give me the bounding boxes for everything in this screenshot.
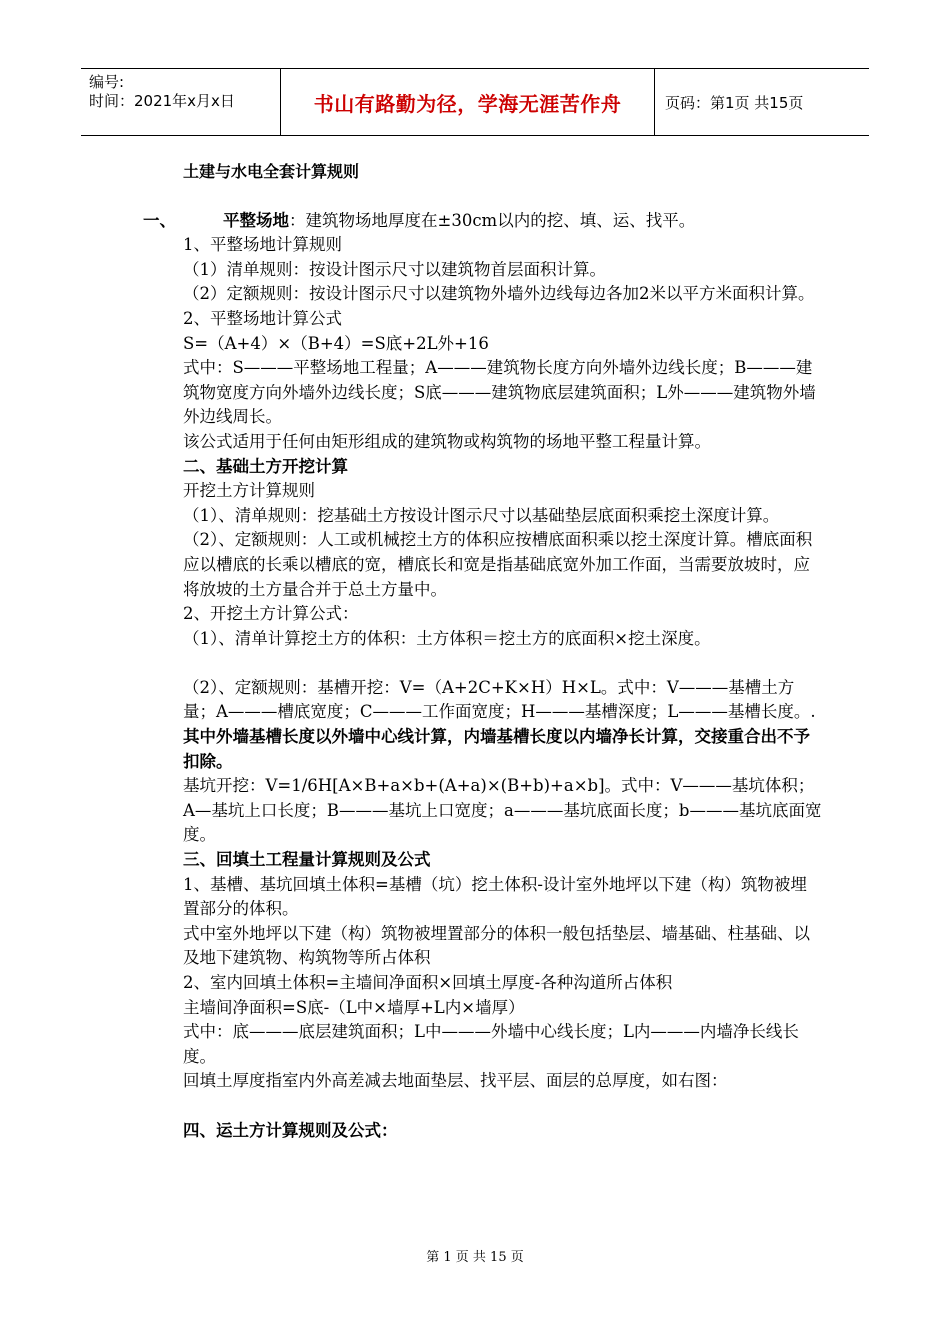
- paragraph: 式中：底———底层建筑面积；L中———外墙中心线长度；L内———内墙净长线长度。: [183, 1022, 799, 1066]
- paragraph: 2、平整场地计算公式: [183, 308, 342, 328]
- document-body: [143, 160, 823, 1143]
- paragraph: 该公式适用于任何由矩形组成的建筑物或构筑物的场地平整工程量计算。: [183, 431, 711, 451]
- section-1-heading: [143, 209, 823, 234]
- section-1-description: ：建筑物场地厚度在±30cm以内的挖、填、运、找平。: [289, 210, 696, 230]
- document-title: 土建与水电全套计算规则: [183, 162, 360, 181]
- section-3-heading: 三、回填土工程量计算规则及公式: [183, 850, 431, 870]
- formula: 主墙间净面积=S底-（L中×墙厚+L内×墙厚）: [183, 997, 525, 1017]
- section-1-number: 一、: [143, 210, 176, 230]
- paragraph: 基坑开挖：V=1/6H[A×B+a×b+(A+a)×(B+b)+a×b]。式中：V———基坑体积；A—基坑上口长度；B———基坑上口宽度；a———基坑底面长度；b———基坑底面宽度。: [183, 776, 822, 845]
- paragraph: （2）定额规则：按设计图示尺寸以建筑物外墙外边线每边各加2米以平方米面积计算。: [183, 284, 815, 304]
- page-header: [81, 68, 869, 136]
- paragraph: 2、开挖土方计算公式：: [183, 604, 359, 624]
- formula: S=（A+4）×（B+4）=S底+2L外+16: [183, 333, 489, 353]
- spacer: [183, 1094, 823, 1119]
- header-motto: 书山有路勤为径，学海无涯苦作舟: [281, 69, 655, 135]
- paragraph: 式中：S———平整场地工程量；A———建筑物长度方向外墙外边线长度；B———建筑物宽度方向外墙外边线长度；S底———建筑物底层建筑面积；L外———建筑物外墙外边线周长。: [183, 358, 816, 427]
- header-page-label: 页码：第1页 共15页: [665, 93, 804, 112]
- paragraph: （1）、清单计算挖土方的体积：土方体积＝挖土方的底面积×挖土深度。: [183, 628, 711, 648]
- paragraph: （2）、定额规则：人工或机械挖土方的体积应按槽底面积乘以挖土深度计算。槽底面积应以槽底的长乘以槽底的宽，槽底长和宽是指基础底宽外加工作面，当需要放坡时，应将放坡的土方量合并于总土方量中。: [183, 530, 813, 599]
- paragraph: （2）、定额规则：基槽开挖：V=（A+2C+K×H）H×L。式中：V———基槽土方量；A———槽底宽度；C———工作面宽度；H———基槽深度；L———基槽长度。.: [183, 677, 816, 722]
- paragraph: （1）清单规则：按设计图示尺寸以建筑物首层面积计算。: [183, 259, 606, 279]
- section-2-heading: 二、基础土方开挖计算: [183, 456, 348, 476]
- paragraph: 1、平整场地计算规则: [183, 235, 342, 255]
- bold-note: 其中外墙基槽长度以外墙中心线计算，内墙基槽长度以内墙净长计算，交接重合出不予扣除。: [183, 727, 810, 771]
- paragraph: 回填土厚度指室内外高差减去地面垫层、找平层、面层的总厚度，如右图：: [183, 1071, 728, 1091]
- paragraph: 开挖土方计算规则: [183, 481, 315, 501]
- paragraph: 2、室内回填土体积=主墙间净面积×回填土厚度-各种沟道所占体积: [183, 973, 673, 992]
- spacer: [183, 651, 823, 676]
- section-1-title: 平整场地: [223, 210, 289, 230]
- paragraph: 式中室外地坪以下建（构）筑物被埋置部分的体积一般包括垫层、墙基础、柱基础、以及地下建筑物、构筑物等所占体积: [183, 923, 810, 968]
- section-4-heading: 四、运土方计算规则及公式：: [183, 1120, 398, 1140]
- number-label: 编号:: [89, 73, 125, 91]
- header-meta: [81, 69, 281, 135]
- page-footer: 第 1 页 共 15 页: [426, 1250, 524, 1265]
- date-label: 时间：2021年x月x日: [89, 92, 235, 110]
- paragraph: 1、基槽、基坑回填土体积=基槽（坑）挖土体积-设计室外地坪以下建（构）筑物被埋置部分的体积。: [183, 874, 807, 919]
- paragraph: （1）、清单规则：挖基础土方按设计图示尺寸以基础垫层底面积乘挖土深度计算。: [183, 505, 780, 525]
